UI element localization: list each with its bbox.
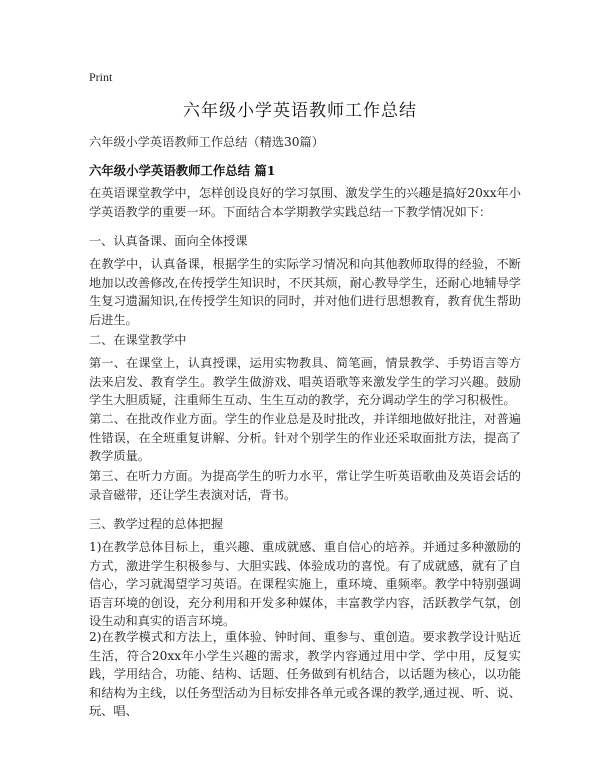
part1-heading: 一、认真备课、面向全体授课 <box>89 234 248 248</box>
print-label: Print <box>89 70 113 84</box>
part2-heading: 二、在课堂教学中 <box>89 333 187 347</box>
part2-point1: 第一、在课堂上，认真授课，运用实物教具、简笔画，情景教学、手势语言等方法来启发、教育学生。教学生做游戏、唱英语歌等来激发学生的学习兴趣。鼓励学生大胆质疑，注重师生互动、生生互动的教学，充分调动学生的学习积极性。 <box>89 356 521 407</box>
part2-point2: 第二、在批改作业方面。学生的作业总是及时批改，并详细地做好批注，对普遍性错误，在全班重复讲解、分析。针对个别学生的作业还采取面批方法，提高了教学质量。 <box>89 412 521 463</box>
part3-item2: 2)在教学模式和方法上，重体验、钟时间、重参与、重创造。要求教学设计贴近生活，符合20xx年小学生兴趣的需求，教学内容通过用中学、学中用，反复实践，学用结合，功能、结构、话题、任务做到有机结合，以话题为核心，以功能和结构为主线，以任务型活动为目标安排各单元或各课的教学,通过视、听、说、玩、唱、 <box>89 630 521 718</box>
intro-paragraph: 在英语课堂教学中，怎样创设良好的学习氛围、激发学生的兴趣是搞好20xx年小学英语教学的重要一环。下面结合本学期教学实践总结一下教学情况如下： <box>89 186 521 219</box>
document-subtitle: 六年级小学英语教师工作总结（精选30篇） <box>89 135 324 149</box>
section-title: 六年级小学英语教师工作总结 篇1 <box>89 163 276 178</box>
page-title: 六年级小学英语教师工作总结 <box>183 101 417 121</box>
part1-paragraph: 在教学中，认真备课，根据学生的实际学习情况和向其他教师取得的经验，不断地加以改善修改,在传授学生知识时，不厌其烦，耐心教导学生，还耐心地辅导学生复习遗漏知识,在传授学生知识的同时，并对他们进行思想教育，教育优生帮助后进生。 <box>89 257 521 327</box>
part3-item1: 1)在教学总体目标上，重兴趣、重成就感、重自信心的培养。并通过多种激励的方式，激进学生积极参与、大胆实践、体验成功的喜悦。有了成就感，就有了自信心，学习就渴望学习英语。在课程实施上，重环境、重频率。教学中特别强调语言环境的创设，充分利用和开发多种媒体，丰富教学内容，活跃教学气氛，创设生动和真实的语言环境。 <box>89 540 521 628</box>
part3-heading: 三、教学过程的总体把握 <box>89 517 224 531</box>
part2-point3: 第三、在听力方面。为提高学生的听力水平，常让学生听英语歌曲及英语会话的录音磁带，还让学生表演对话，背书。 <box>89 469 521 502</box>
